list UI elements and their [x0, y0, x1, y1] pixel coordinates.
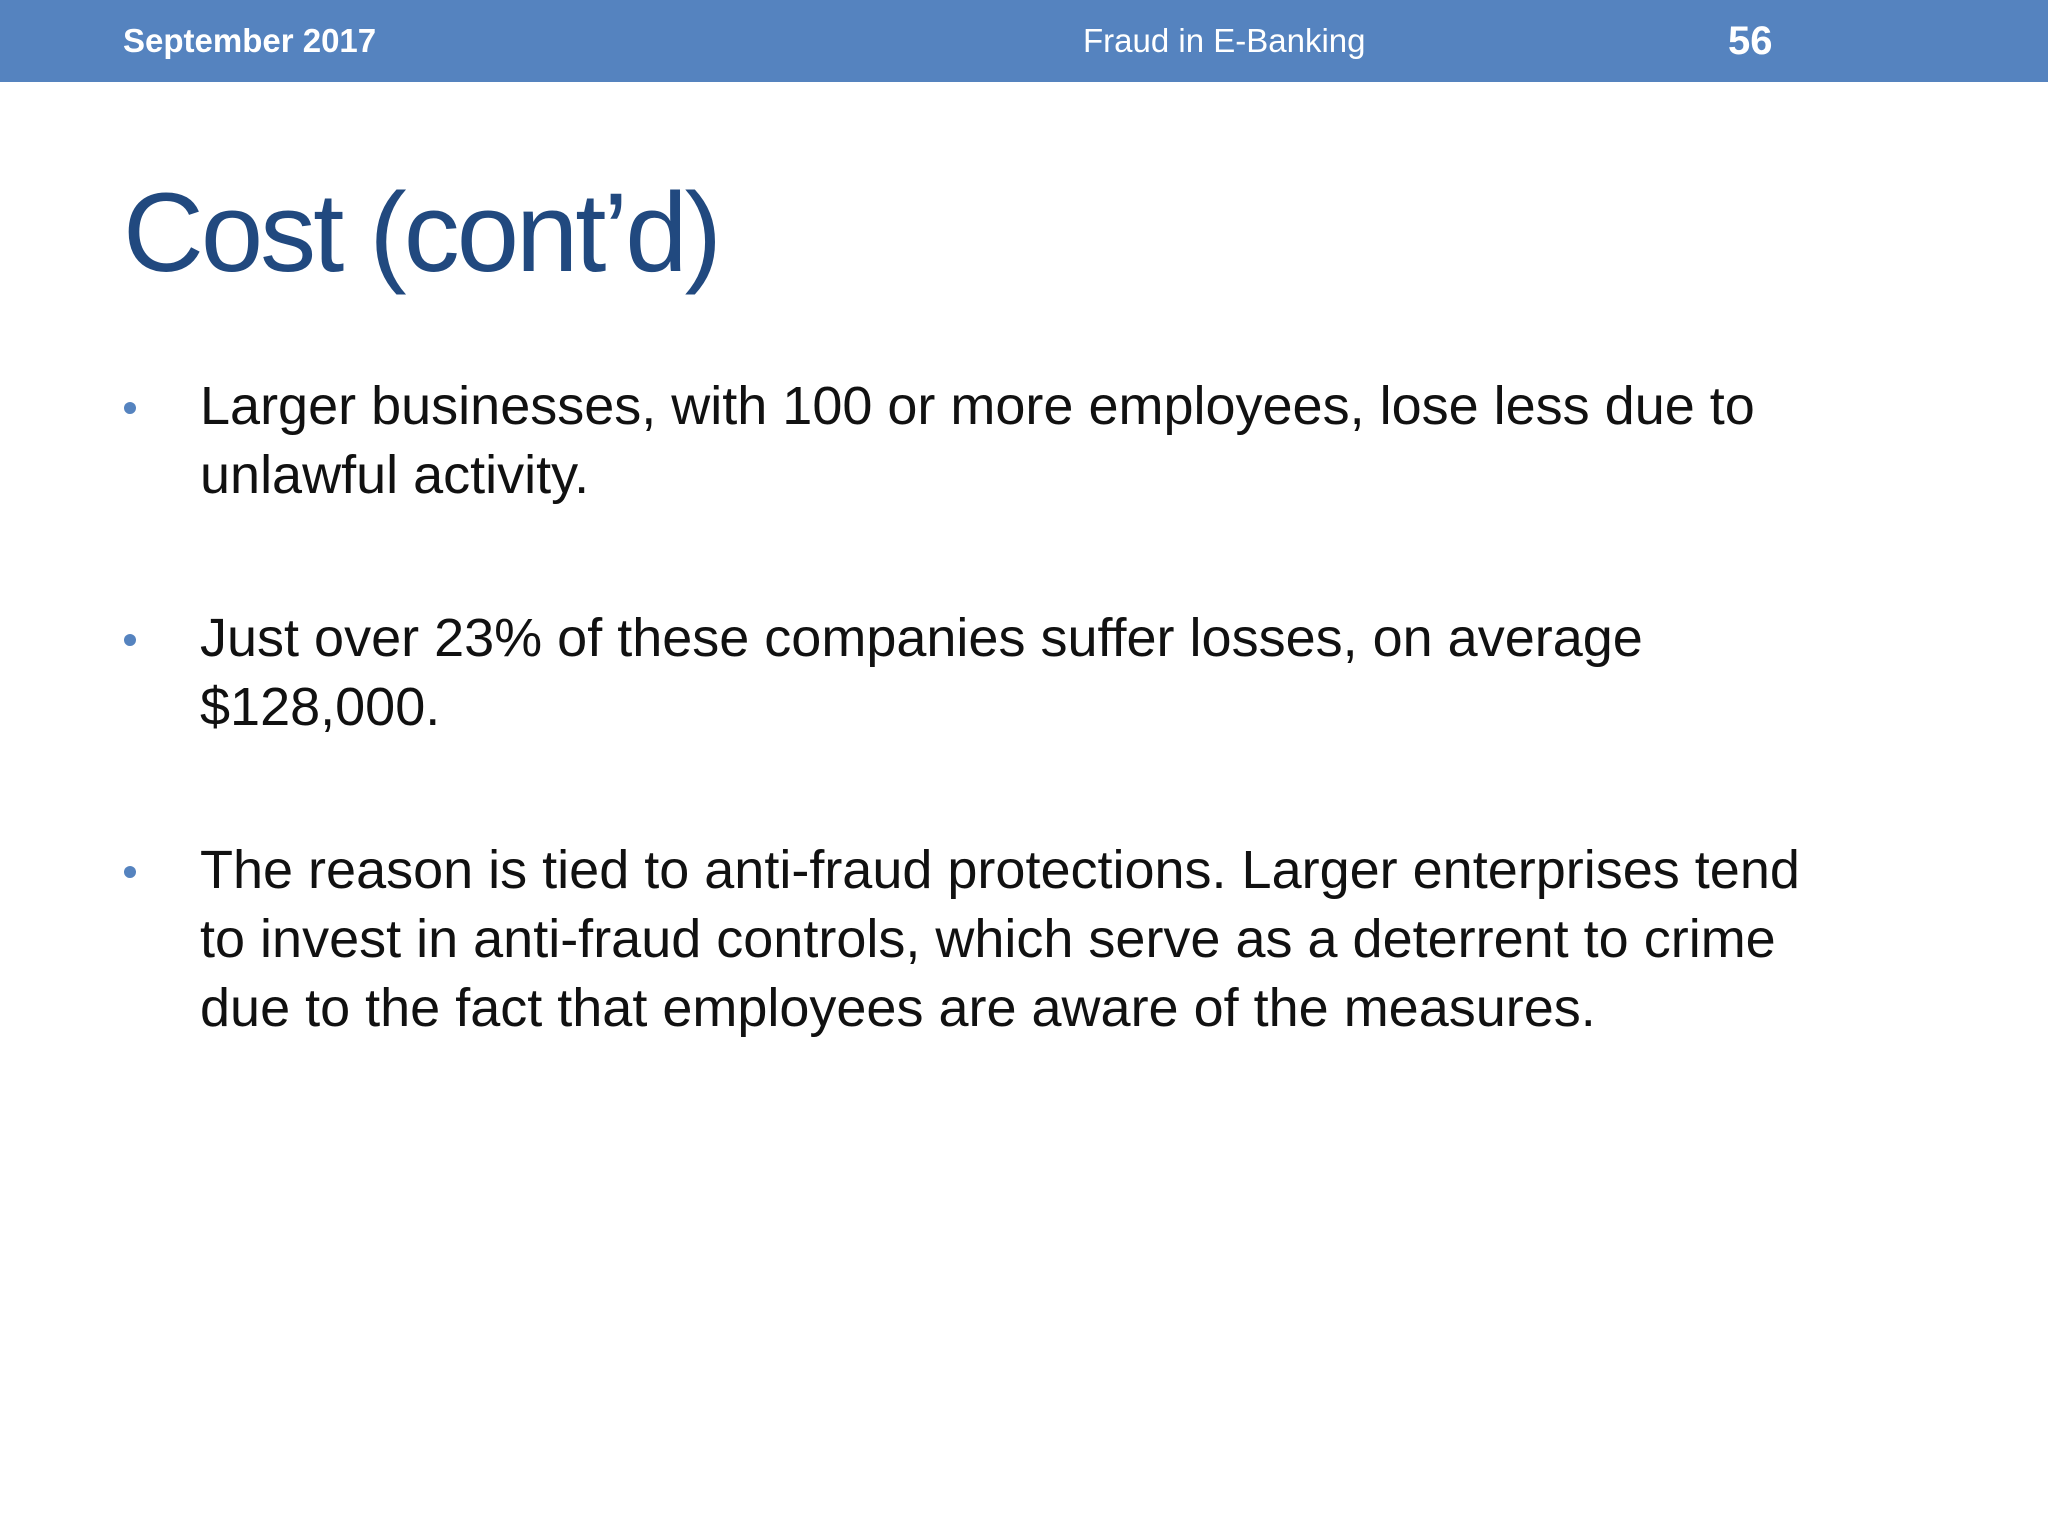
bullet-dot-icon — [124, 634, 136, 646]
bullet-text-line: Larger businesses, with 100 or more employees, lose less due to — [200, 376, 1755, 436]
slide-page-number: 56 — [1728, 19, 1773, 63]
bullet-dot-icon — [124, 402, 136, 414]
header-date: September 2017 — [123, 22, 377, 59]
slide-title: Cost (cont’d) — [123, 170, 719, 295]
bullet-text-line: Just over 23% of these companies suffer losses, on average — [200, 608, 1643, 668]
bullet-text-line: to invest in anti-fraud controls, which serve as a deterrent to crime — [200, 909, 1776, 969]
bullet-text-line: The reason is tied to anti-fraud protections. Larger enterprises tend — [200, 840, 1800, 900]
header-presentation-title: Fraud in E-Banking — [1083, 22, 1366, 59]
bullet-text — [200, 372, 1900, 510]
bullet-text-line: due to the fact that employees are aware of the measures. — [200, 978, 1596, 1038]
bullet-text-line: unlawful activity. — [200, 445, 590, 505]
bullet-text — [200, 604, 1900, 742]
bullet-text-line: $128,000. — [200, 677, 441, 737]
bullet-dot-icon — [124, 866, 136, 878]
bullet-text — [200, 836, 1900, 1043]
